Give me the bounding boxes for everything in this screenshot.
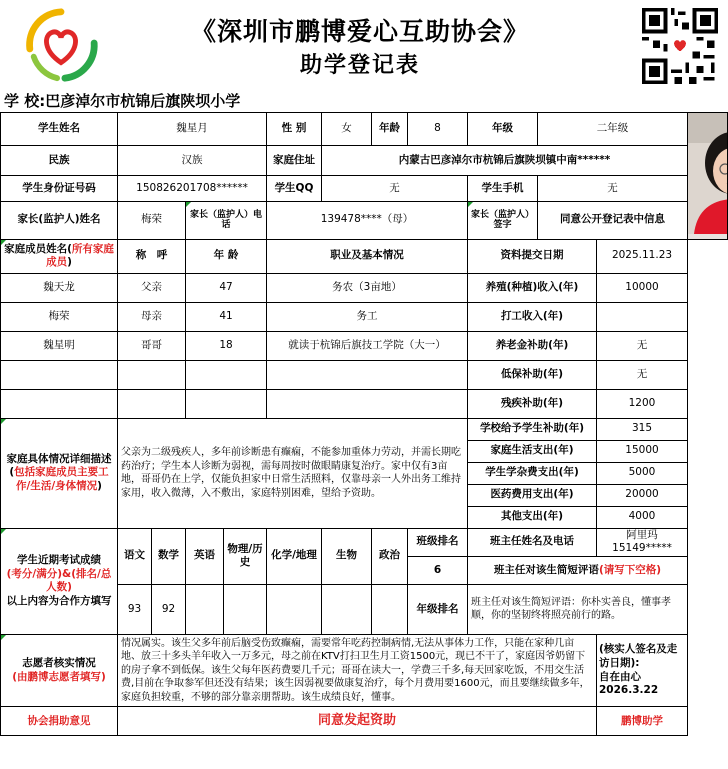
situation-label: [1, 418, 118, 528]
guardian-name-label: 家长(监护人)姓名: [1, 201, 118, 239]
exam-label-c: 以上内容为合作方填写: [6, 594, 112, 607]
id-label: 学生身份证号码: [1, 175, 118, 201]
family-label-a: 家庭成员姓名(: [4, 242, 72, 255]
association-logo: [22, 6, 100, 84]
empty-cell: [1, 389, 118, 418]
sign-name: 自在由心: [599, 670, 641, 683]
finance-label: 学生学杂费支出(年): [468, 462, 597, 484]
finance-label: 打工收入(年): [468, 302, 597, 331]
situation-label-a: 家庭具体情况详细描述(: [6, 452, 112, 479]
empty-cell: [267, 360, 468, 389]
member-job: 就读于杭锦后旗技工学院（大一）: [267, 331, 468, 360]
member-age: 47: [186, 273, 267, 302]
finance-label: 家庭生活支出(年): [468, 440, 597, 462]
teacher-comment: 班主任对该生简短评语：你朴实善良，懂事孝顺，你的坚韧终将照亮前行的路。: [468, 584, 688, 634]
finance-label: 低保补助(年): [468, 360, 597, 389]
finance-label: 养老金补助(年): [468, 331, 597, 360]
student-name-label: 学生姓名: [1, 113, 118, 146]
finance-value: [597, 302, 688, 331]
guardian-name: 梅荣: [118, 201, 186, 239]
exam-label-b: (考分/满分)&(排名/总人数): [6, 567, 112, 594]
subject-header: 物理/历史: [224, 528, 267, 584]
member-job: 务农（3亩地）: [267, 273, 468, 302]
col-age-header: 年 龄: [186, 239, 267, 273]
finance-value: 5000: [597, 462, 688, 484]
sign-date: 2026.3.22: [599, 684, 659, 697]
finance-label: 残疾补助(年): [468, 389, 597, 418]
school-line: [4, 90, 240, 111]
finance-value: 10000: [597, 273, 688, 302]
verifier-sign: [597, 634, 688, 707]
home-address: 内蒙古巴彦淖尔市杭锦后旗陕坝镇中南******: [322, 146, 688, 175]
class-rank-label: 班级排名: [408, 528, 468, 556]
phone-label: 学生手机: [468, 175, 538, 201]
form-header: [0, 0, 728, 90]
finance-value: 1200: [597, 389, 688, 418]
family-label-c: ): [67, 256, 72, 269]
subject-header: 政治: [372, 528, 408, 584]
grade-label: 年级: [468, 113, 538, 146]
school-name: 巴彦淖尔市杭锦后旗陕坝小学: [45, 92, 241, 110]
class-rank: 6: [408, 556, 468, 584]
empty-cell: [186, 360, 267, 389]
registration-table: [0, 112, 728, 736]
finance-label: 其他支出(年): [468, 506, 597, 528]
finance-value: 20000: [597, 484, 688, 506]
family-members-label: [1, 239, 118, 273]
finance-value: 15000: [597, 440, 688, 462]
student-id: 150826201708******: [118, 175, 267, 201]
student-gender: 女: [322, 113, 372, 146]
guardian-phone-label: 家长（监护人）电话: [186, 201, 267, 239]
volunteer-label-a: 志愿者核实情况: [22, 657, 96, 670]
volunteer-label: [1, 634, 118, 707]
col-call-header: 称 呼: [118, 239, 186, 273]
guardian-phone: 139478****（母）: [267, 201, 468, 239]
subject-score: [372, 584, 408, 634]
empty-cell: [118, 360, 186, 389]
subject-header: 英语: [186, 528, 224, 584]
subject-score: [322, 584, 372, 634]
teacher-contact: [597, 528, 688, 556]
qq-label: 学生QQ: [267, 175, 322, 201]
school-label: 学 校:: [4, 92, 46, 110]
teacher-label: 班主任姓名及电话: [468, 528, 597, 556]
finance-value: 315: [597, 418, 688, 440]
opinion-text: 同意发起资助: [118, 707, 597, 736]
member-call: 哥哥: [118, 331, 186, 360]
empty-cell: [118, 389, 186, 418]
empty-cell: [1, 360, 118, 389]
subject-header: 生物: [322, 528, 372, 584]
member-name: 魏天龙: [1, 273, 118, 302]
subject-header: 数学: [152, 528, 186, 584]
member-age: 41: [186, 302, 267, 331]
form-subtitle: 助学登记表: [299, 52, 420, 78]
grade-rank-label: [408, 584, 468, 634]
student-photo: [688, 113, 728, 240]
comment-label-a: 班主任对该生简短评语: [493, 563, 599, 576]
exam-label: [1, 528, 118, 634]
ethnic-label: 民族: [1, 146, 118, 175]
student-phone: 无: [538, 175, 688, 201]
situation-text: 父亲为二级残疾人，多年前诊断患有癫痫，不能参加重体力劳动，并需长期吃药治疗；学生本人诊断为弱视，需每周按时做眼睛康复治疗。家中仅有3亩地，哥哥仍在上学，仅能负担家中日常生活照料，仅靠母亲一人外出务工维持家用，收入微薄，入不敷出，家庭特别困难，望给予资助。: [118, 418, 468, 528]
situation-label-c: ): [97, 479, 102, 492]
grade-rank-label-text: 年级排名: [416, 602, 459, 615]
member-job: 务工: [267, 302, 468, 331]
member-call: 父亲: [118, 273, 186, 302]
member-name: 梅荣: [1, 302, 118, 331]
exam-label-a: 学生近期考试成绩: [17, 554, 101, 566]
student-grade: 二年级: [538, 113, 688, 146]
situation-label-b: 包括家庭成员主要工作/生活/身体情况: [14, 466, 109, 492]
student-ethnic: 汉族: [118, 146, 267, 175]
subject-score: [186, 584, 224, 634]
finance-label: 医药费用支出(年): [468, 484, 597, 506]
subject-score: 93: [118, 584, 152, 634]
teacher-comment-label: [468, 556, 688, 584]
form-title: 《深圳市鹏博爱心互助协会》: [190, 17, 529, 46]
age-label: 年龄: [372, 113, 408, 146]
student-photo-image: [688, 113, 728, 234]
submit-date: 2025.11.23: [597, 239, 688, 273]
teacher-name: 阿里玛: [626, 528, 658, 541]
subject-score: 92: [152, 584, 186, 634]
brand-text: 鹏博助学: [597, 707, 688, 736]
student-age: 8: [408, 113, 468, 146]
col-job-header: 职业及基本情况: [267, 239, 468, 273]
consent-text: 同意公开登记表中信息: [538, 201, 688, 239]
comment-label-b: (请写下空格): [598, 563, 662, 576]
volunteer-text: 情况属实。该生父多年前后脑受伤致癫痫，需要常年吃药控制病情,无法从事体力工作，只能在家种几亩地、放三十多头羊年收入一万多元，母之前在KTV打扫卫生月工资1500元，现已不干了，家庭因爷奶留下的房子拿不到低保。该生父每年医药费要几千元；哥哥在读大一，学费三千多,每天回家吃饭，不用交生活费,目前在争取参军但还没有结果；该生因弱视要做康复治疗，每个月费用要1600元，而且要继续做多年，家庭负担较重，不够的部分靠亲朋帮助。该生成绩良好，懂事。: [118, 634, 597, 707]
volunteer-label-b: (由鹏博志愿者填写): [12, 670, 106, 683]
finance-value: 无: [597, 360, 688, 389]
empty-cell: [186, 389, 267, 418]
member-age: 18: [186, 331, 267, 360]
student-name: 魏星月: [118, 113, 267, 146]
subject-score: [224, 584, 267, 634]
guardian-sign-label: 家长（监护人）签字: [468, 201, 538, 239]
member-name: 魏星明: [1, 331, 118, 360]
finance-value: 无: [597, 331, 688, 360]
subject-header: 化学/地理: [267, 528, 322, 584]
finance-value: 4000: [597, 506, 688, 528]
submit-date-label: 资料提交日期: [468, 239, 597, 273]
student-qq: 无: [322, 175, 468, 201]
finance-label: 学校给予学生补助(年): [468, 418, 597, 440]
subject-score: [267, 584, 322, 634]
gender-label: 性 别: [267, 113, 322, 146]
qr-code-icon: [641, 8, 719, 84]
member-call: 母亲: [118, 302, 186, 331]
teacher-phone: 15149*****: [612, 542, 672, 555]
finance-label: 养殖(种植)收入(年): [468, 273, 597, 302]
subject-header: 语文: [118, 528, 152, 584]
address-label: 家庭住址: [267, 146, 322, 175]
opinion-label: 协会捐助意见: [1, 707, 118, 736]
empty-cell: [267, 389, 468, 418]
family-label-b: 所有家庭成员: [46, 242, 114, 269]
sign-label: (核实人签名及走访日期):: [599, 643, 678, 670]
